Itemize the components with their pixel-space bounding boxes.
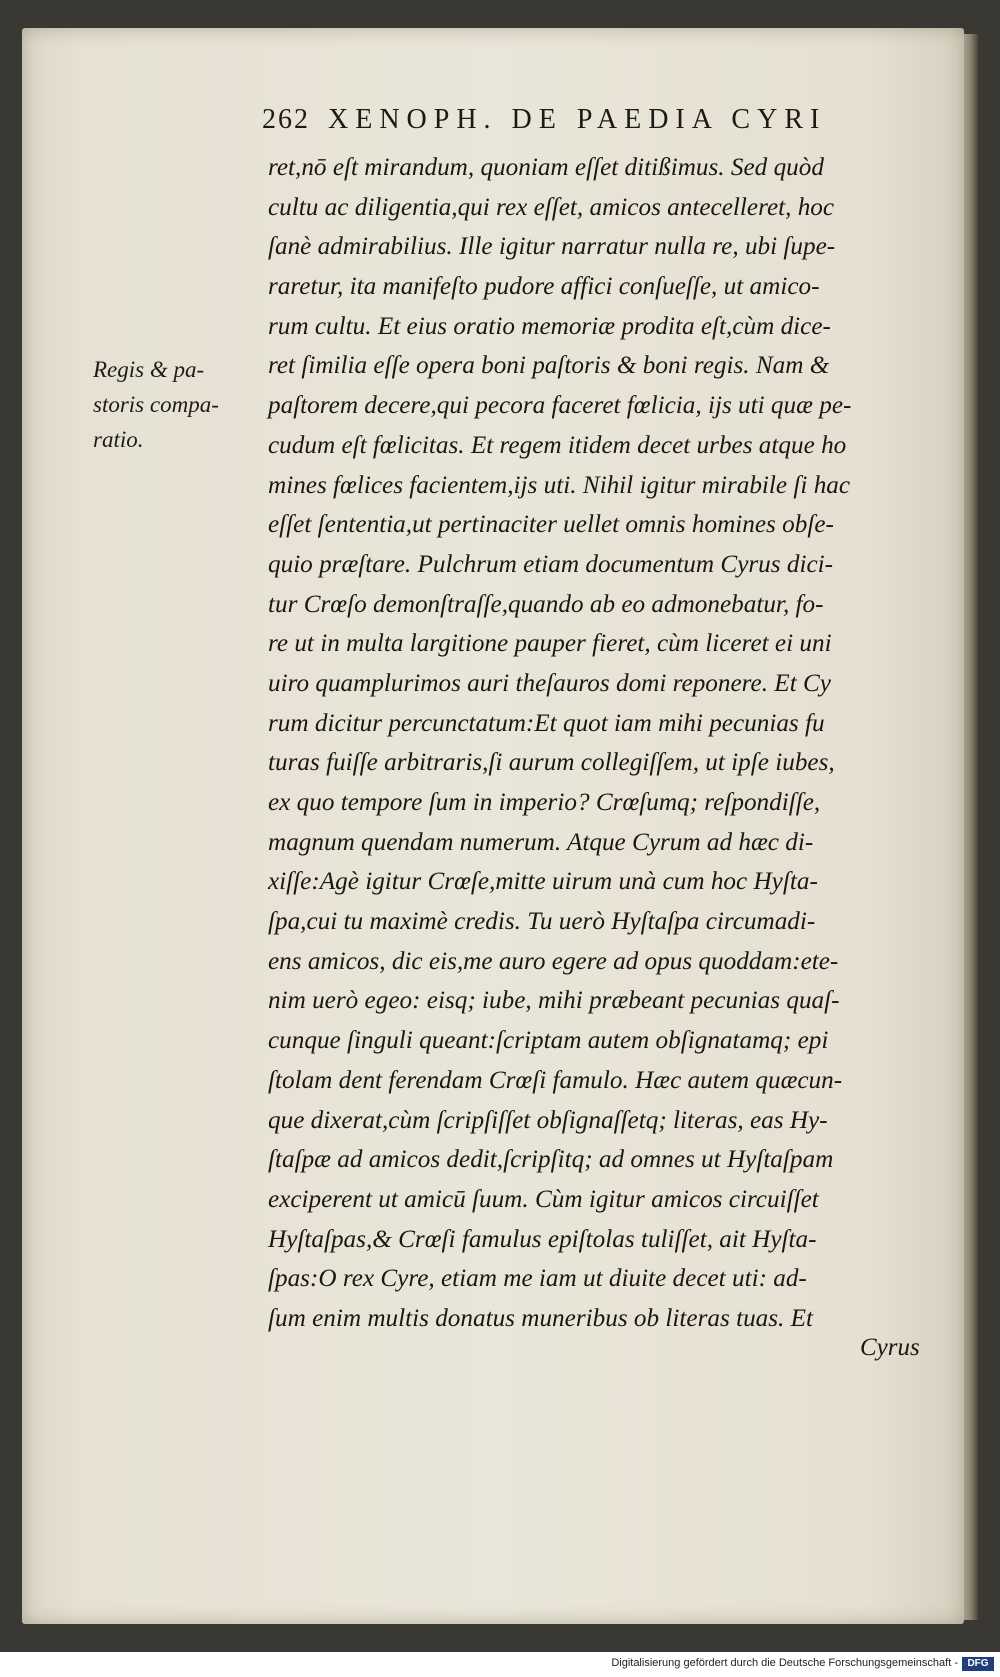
text-line: ret ſimilia eſſe opera boni paſtoris & boni regis. Nam &: [268, 352, 830, 380]
marginal-note: [93, 352, 253, 457]
text-line: ens amicos, dic eis,me auro egere ad opus quoddam:ete-: [268, 947, 839, 975]
text-line: mines fœlices facientem,ijs uti. Nihil igitur mirabile ſi hac: [268, 471, 851, 499]
text-line: exciperent ut amicū ſuum. Cùm igitur amicos circuiſſet: [268, 1185, 819, 1213]
text-line: raretur, ita manifeſto pudore affici conſueſſe, ut amico-: [268, 273, 820, 301]
text-line: ret,nō eſt mirandum, quoniam eſſet ditißimus. Sed quòd: [268, 154, 824, 181]
text-line: uiro quamplurimos auri theſauros domi reponere. Et Cy: [268, 669, 831, 697]
text-line: ſpas:O rex Cyre, etiam me iam ut diuite decet uti: ad-: [268, 1265, 807, 1293]
text-line: quio præſtare. Pulchrum etiam documentum Cyrus dici-: [268, 550, 834, 578]
running-title: XENOPH. DE PAEDIA CYRI: [328, 104, 827, 135]
marginal-note-line: storis compa-: [93, 392, 219, 417]
text-line: nim uerò egeo: eisq; iube, mihi præbeant pecunias quaſ-: [268, 987, 840, 1015]
text-line: tur Crœſo demonſtraſſe,quando ab eo admonebatur, fo-: [268, 590, 824, 618]
marginal-note-line: Regis & pa-: [93, 357, 205, 382]
text-line: ſum enim multis donatus muneribus ob literas tuas. Et: [268, 1304, 814, 1332]
marginal-note-line: ratio.: [93, 427, 144, 452]
text-line: cudum eſt fœlicitas. Et regem itidem decet urbes atque ho: [268, 431, 847, 459]
body-text: [268, 148, 938, 1339]
text-line: xiſſe:Agè igitur Crœſe,mitte uirum unà cum hoc Hyſta-: [268, 868, 818, 896]
running-head: [262, 104, 882, 136]
funding-credit: Digitalisierung gefördert durch die Deutsche Forschungsgemeinschaft -: [611, 1657, 958, 1669]
text-line: re ut in multa largitione pauper fieret, cùm liceret ei uni: [268, 630, 832, 658]
text-line: turas fuiſſe arbitraris,ſi aurum collegiſſem, ut ipſe iubes,: [268, 749, 835, 777]
digitization-footer: [0, 1652, 1000, 1677]
text-line: ſtaſpæ ad amicos dedit,ſcripſitq; ad omnes ut Hyſtaſpam: [268, 1146, 834, 1174]
text-line: ſanè admirabilius. Ille igitur narratur nulla re, ubi ſupe-: [268, 233, 836, 261]
text-line: eſſet ſententia,ut pertinaciter uellet omnis homines obſe-: [268, 511, 834, 539]
text-line: cunque ſinguli queant:ſcriptam autem obſignatamq; epi: [268, 1027, 829, 1055]
page-number: 262: [262, 104, 310, 135]
text-line: magnum quendam numerum. Atque Cyrum ad hæc di-: [268, 828, 814, 856]
text-line: rum cultu. Et eius oratio memoriæ prodita eſt,cùm dice-: [268, 312, 831, 340]
text-line: rum dicitur percunctatum:Et quot iam mihi pecunias fu: [268, 709, 825, 737]
text-line: Hyſtaſpas,& Crœſi famulus epiſtolas tuliſſet, ait Hyſta-: [268, 1225, 817, 1253]
text-line: cultu ac diligentia,qui rex eſſet, amicos antecelleret, hoc: [268, 193, 835, 221]
catchword: Cyrus: [860, 1334, 920, 1361]
text-line: ex quo tempore ſum in imperio? Crœſumq; reſpondiſſe,: [268, 789, 821, 816]
dfg-logo: DFG: [962, 1657, 994, 1671]
text-line: paſtorem decere,qui pecora faceret fœlicia, ijs uti quæ pe-: [268, 392, 852, 420]
text-line: ſtolam dent ferendam Crœſi famulo. Hæc autem quæcun-: [268, 1066, 843, 1094]
text-line: ſpa,cui tu maximè credis. Tu uerò Hyſtaſpa circumadi-: [268, 908, 816, 936]
text-line: que dixerat,cùm ſcripſiſſet obſignaſſetq; literas, eas Hy-: [268, 1106, 828, 1134]
